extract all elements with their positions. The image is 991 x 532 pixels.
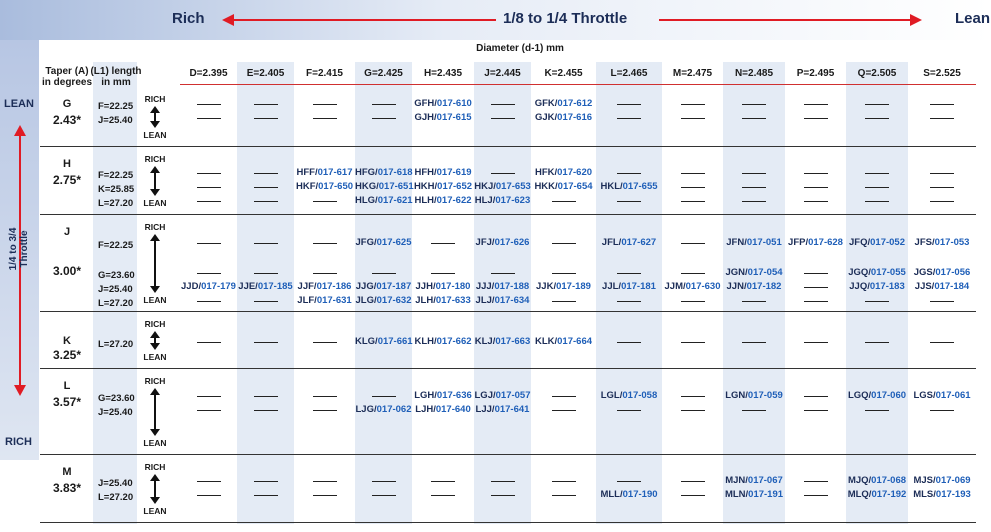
rich-label: RICH [144, 462, 166, 472]
column-header: E=2.405 [246, 68, 285, 79]
empty-cell-dash [313, 495, 337, 496]
taper-degree: 2.75* [52, 173, 82, 187]
empty-cell-dash [617, 342, 641, 343]
empty-cell-dash [865, 201, 889, 202]
up-arrow-icon [150, 331, 160, 338]
jet-needle-code[interactable]: MLL/017-190 [600, 489, 658, 500]
jet-needle-code[interactable]: HKK/017-654 [534, 181, 593, 192]
empty-cell-dash [313, 201, 337, 202]
jet-needle-code[interactable]: JFS/017-053 [914, 237, 970, 248]
empty-cell-dash [552, 396, 576, 397]
empty-cell-dash [681, 243, 705, 244]
jet-needle-code[interactable]: HFH/017-619 [414, 167, 472, 178]
jet-needle-code[interactable]: JJQ/017-183 [849, 281, 905, 292]
jet-needle-code[interactable]: JLF/017-631 [297, 295, 352, 306]
jet-needle-code[interactable]: LJG/017-062 [355, 404, 412, 415]
empty-cell-dash [254, 410, 278, 411]
rich-label: RICH [144, 319, 166, 329]
taper-letter: J [63, 226, 71, 238]
taper-degree: 3.83* [52, 481, 82, 495]
jet-needle-code[interactable]: LJH/017-640 [415, 404, 471, 415]
empty-cell-dash [313, 104, 337, 105]
length-value: G=23.60 [98, 393, 135, 404]
jet-needle-code[interactable]: JLG/017-632 [355, 295, 412, 306]
empty-cell-dash [313, 396, 337, 397]
rich-label: RICH [144, 94, 166, 104]
banner-arrow-line-left [232, 19, 496, 21]
rich-lean-arrow-line [154, 241, 156, 286]
empty-cell-dash [681, 301, 705, 302]
column-header: D=2.395 [189, 68, 228, 79]
down-arrow-icon [150, 429, 160, 436]
empty-cell-dash [197, 301, 221, 302]
length-value: J=25.40 [98, 115, 133, 126]
rich-label: RICH [144, 376, 166, 386]
jet-needle-code[interactable]: KLK/017-664 [534, 336, 593, 347]
empty-cell-dash [552, 481, 576, 482]
jet-needle-code[interactable]: JFG/017-625 [355, 237, 412, 248]
empty-cell-dash [804, 495, 828, 496]
taper-letter: M [62, 466, 72, 478]
jet-needle-code[interactable]: JJG/017-187 [355, 281, 412, 292]
empty-cell-dash [197, 481, 221, 482]
length-value: F=22.25 [98, 240, 134, 251]
empty-cell-dash [804, 396, 828, 397]
taper-letter: H [63, 158, 71, 170]
empty-cell-dash [804, 187, 828, 188]
rich-lean-arrow-line [154, 113, 156, 121]
empty-cell-dash [742, 342, 766, 343]
empty-cell-dash [552, 243, 576, 244]
jet-needle-code[interactable]: LGL/017-058 [600, 390, 658, 401]
column-header: N=2.485 [734, 68, 774, 79]
empty-cell-dash [372, 273, 396, 274]
lean-label: LEAN [143, 198, 167, 208]
length-value: L=27.20 [98, 198, 134, 209]
empty-cell-dash [372, 396, 396, 397]
jet-needle-code[interactable]: KLG/017-661 [355, 336, 413, 347]
empty-cell-dash [254, 396, 278, 397]
empty-cell-dash [313, 481, 337, 482]
jet-needle-code[interactable]: HKF/017-650 [295, 181, 354, 192]
empty-cell-dash [254, 495, 278, 496]
side-rich-label: RICH [5, 436, 32, 448]
banner-rich-label: Rich [172, 10, 205, 27]
length-value: F=22.25 [98, 101, 134, 112]
jet-needle-code[interactable]: HLJ/017-623 [474, 195, 531, 206]
empty-cell-dash [804, 173, 828, 174]
diameter-title: Diameter (d-1) mm [476, 43, 564, 54]
empty-cell-dash [254, 243, 278, 244]
empty-cell-dash [804, 118, 828, 119]
taper-header: Taper (A) in degrees [41, 66, 93, 88]
empty-cell-dash [431, 273, 455, 274]
column-header: Q=2.505 [857, 68, 897, 79]
taper-degree: 2.43* [52, 113, 82, 127]
jet-needle-code[interactable]: LGJ/017-057 [474, 390, 531, 401]
taper-degree: 3.57* [52, 395, 82, 409]
empty-cell-dash [617, 481, 641, 482]
empty-cell-dash [197, 243, 221, 244]
up-arrow-icon [150, 166, 160, 173]
down-arrow-icon [150, 343, 160, 350]
empty-cell-dash [681, 342, 705, 343]
empty-cell-dash [197, 201, 221, 202]
lean-label: LEAN [143, 352, 167, 362]
empty-cell-dash [491, 173, 515, 174]
empty-cell-dash [930, 118, 954, 119]
taper-degree: 3.25* [52, 348, 82, 362]
empty-cell-dash [865, 342, 889, 343]
empty-cell-dash [372, 104, 396, 105]
empty-cell-dash [681, 495, 705, 496]
jet-needle-code[interactable]: LGH/017-636 [414, 390, 472, 401]
empty-cell-dash [197, 273, 221, 274]
jet-needle-code[interactable]: MJS/017-069 [913, 475, 971, 486]
jet-needle-code[interactable]: LGQ/017-060 [847, 390, 907, 401]
empty-cell-dash [804, 410, 828, 411]
empty-cell-dash [865, 187, 889, 188]
row-divider [40, 454, 976, 455]
jet-needle-code[interactable]: LGN/017-059 [725, 390, 783, 401]
empty-cell-dash [254, 481, 278, 482]
row-divider [40, 214, 976, 215]
empty-cell-dash [254, 173, 278, 174]
empty-cell-dash [197, 104, 221, 105]
down-arrow-icon [150, 286, 160, 293]
empty-cell-dash [681, 187, 705, 188]
column-header: G=2.425 [364, 68, 403, 79]
empty-cell-dash [197, 118, 221, 119]
empty-cell-dash [804, 301, 828, 302]
empty-cell-dash [552, 495, 576, 496]
right-arrow-icon [910, 14, 922, 26]
empty-cell-dash [313, 118, 337, 119]
empty-cell-dash [865, 118, 889, 119]
up-arrow-icon [150, 234, 160, 241]
jet-needle-code[interactable]: MJN/017-067 [725, 475, 783, 486]
jet-needle-code[interactable]: HLH/017-622 [414, 195, 472, 206]
empty-cell-dash [372, 481, 396, 482]
jet-needle-code[interactable]: JGS/017-056 [913, 267, 971, 278]
jet-needle-code[interactable]: JJN/017-182 [726, 281, 782, 292]
column-header: J=2.445 [484, 68, 521, 79]
empty-cell-dash [681, 173, 705, 174]
empty-cell-dash [742, 187, 766, 188]
empty-cell-dash [313, 410, 337, 411]
jet-needle-code[interactable]: HFG/017-618 [355, 167, 413, 178]
jet-needle-code[interactable]: JLJ/017-634 [475, 295, 530, 306]
jet-needle-code[interactable]: JJM/017-630 [664, 281, 721, 292]
header-rule [180, 84, 976, 85]
length-header: (L1) length in mm [90, 66, 142, 88]
empty-cell-dash [372, 495, 396, 496]
empty-cell-dash [617, 273, 641, 274]
row-divider [40, 368, 976, 369]
length-value: J=25.40 [98, 407, 133, 418]
empty-cell-dash [930, 410, 954, 411]
length-value: K=25.85 [98, 184, 135, 195]
empty-cell-dash [491, 495, 515, 496]
jet-needle-code[interactable]: LGS/017-061 [913, 390, 971, 401]
banner-title: 1/8 to 1/4 Throttle [503, 10, 628, 27]
empty-cell-dash [681, 273, 705, 274]
jet-needle-code[interactable]: KLH/017-662 [414, 336, 472, 347]
empty-cell-dash [254, 187, 278, 188]
column-header: L=2.465 [610, 68, 648, 79]
empty-cell-dash [930, 187, 954, 188]
empty-cell-dash [491, 104, 515, 105]
up-arrow-icon [150, 474, 160, 481]
empty-cell-dash [617, 118, 641, 119]
jet-needle-code[interactable]: HFK/017-620 [534, 167, 593, 178]
empty-cell-dash [681, 410, 705, 411]
jet-needle-code[interactable]: JFN/017-051 [726, 237, 782, 248]
empty-cell-dash [681, 118, 705, 119]
row-divider [40, 311, 976, 312]
throttle-banner [0, 0, 991, 40]
jet-needle-code[interactable]: JFJ/017-626 [475, 237, 530, 248]
jet-needle-code[interactable]: HFF/017-617 [296, 167, 353, 178]
empty-cell-dash [197, 495, 221, 496]
empty-cell-dash [491, 118, 515, 119]
length-value: G=23.60 [98, 270, 135, 281]
jet-needle-code[interactable]: MLN/017-191 [724, 489, 784, 500]
down-arrow-icon [14, 385, 26, 396]
empty-cell-dash [930, 173, 954, 174]
empty-cell-dash [313, 273, 337, 274]
taper-letter: G [62, 98, 72, 110]
jet-needle-code[interactable]: JGQ/017-055 [848, 267, 906, 278]
jet-needle-code[interactable]: JJH/017-180 [415, 281, 471, 292]
empty-cell-dash [681, 481, 705, 482]
empty-cell-dash [865, 410, 889, 411]
empty-cell-dash [930, 301, 954, 302]
length-value: J=25.40 [98, 284, 133, 295]
empty-cell-dash [617, 301, 641, 302]
empty-cell-dash [254, 118, 278, 119]
empty-cell-dash [930, 104, 954, 105]
empty-cell-dash [372, 118, 396, 119]
empty-cell-dash [865, 104, 889, 105]
empty-cell-dash [681, 396, 705, 397]
side-lean-label: LEAN [4, 98, 34, 110]
rich-label: RICH [144, 154, 166, 164]
length-value: J=25.40 [98, 478, 133, 489]
rich-label: RICH [144, 222, 166, 232]
column-header: F=2.415 [306, 68, 343, 79]
empty-cell-dash [804, 201, 828, 202]
lean-label: LEAN [143, 438, 167, 448]
empty-cell-dash [804, 287, 828, 288]
jet-needle-code[interactable]: MLQ/017-192 [847, 489, 907, 500]
length-value: L=27.20 [98, 492, 134, 503]
empty-cell-dash [742, 410, 766, 411]
empty-cell-dash [197, 342, 221, 343]
down-arrow-icon [150, 189, 160, 196]
down-arrow-icon [150, 121, 160, 128]
jet-needle-code[interactable]: HKG/017-651 [355, 181, 414, 192]
empty-cell-dash [681, 201, 705, 202]
jet-needle-code[interactable]: MJQ/017-068 [847, 475, 907, 486]
jet-needle-code[interactable]: HKL/017-655 [600, 181, 658, 192]
empty-cell-dash [930, 342, 954, 343]
empty-cell-dash [491, 481, 515, 482]
empty-cell-dash [681, 104, 705, 105]
jet-needle-code[interactable]: GJH/017-615 [414, 112, 472, 123]
empty-cell-dash [804, 104, 828, 105]
empty-cell-dash [617, 104, 641, 105]
down-arrow-icon [150, 497, 160, 504]
banner-lean-label: Lean [955, 10, 991, 27]
lean-label: LEAN [143, 295, 167, 305]
jet-needle-code[interactable]: JFL/017-627 [601, 237, 657, 248]
empty-cell-dash [865, 301, 889, 302]
empty-cell-dash [552, 301, 576, 302]
empty-cell-dash [254, 104, 278, 105]
empty-cell-dash [742, 201, 766, 202]
empty-cell-dash [313, 342, 337, 343]
rich-lean-arrow-line [154, 395, 156, 429]
jet-needle-code[interactable]: HKH/017-652 [413, 181, 473, 192]
empty-cell-dash [552, 410, 576, 411]
jet-needle-code[interactable]: JJF/017-186 [297, 281, 352, 292]
empty-cell-dash [742, 173, 766, 174]
empty-cell-dash [491, 273, 515, 274]
empty-cell-dash [197, 396, 221, 397]
empty-cell-dash [552, 273, 576, 274]
empty-cell-dash [930, 201, 954, 202]
empty-cell-dash [197, 187, 221, 188]
taper-letter: K [63, 335, 71, 347]
empty-cell-dash [254, 201, 278, 202]
jet-needle-code[interactable]: GFH/017-610 [414, 98, 472, 109]
empty-cell-dash [431, 243, 455, 244]
empty-cell-dash [804, 481, 828, 482]
column-header: S=2.525 [923, 68, 961, 79]
empty-cell-dash [254, 301, 278, 302]
lean-label: LEAN [143, 130, 167, 140]
banner-arrow-line-right [659, 19, 916, 21]
empty-cell-dash [431, 481, 455, 482]
empty-cell-dash [197, 410, 221, 411]
jet-needle-code[interactable]: JJL/017-181 [602, 281, 656, 292]
empty-cell-dash [742, 104, 766, 105]
side-throttle-label: 1/4 to 3/4 Throttle [8, 227, 30, 271]
taper-degree: 3.00* [52, 264, 82, 278]
empty-cell-dash [742, 301, 766, 302]
empty-cell-dash [552, 201, 576, 202]
empty-cell-dash [742, 118, 766, 119]
jet-needle-code[interactable]: JFP/017-628 [788, 237, 843, 248]
column-header: H=2.435 [423, 68, 463, 79]
empty-cell-dash [254, 342, 278, 343]
empty-cell-dash [865, 173, 889, 174]
jet-needle-code[interactable]: JGN/017-054 [725, 267, 783, 278]
length-value: L=27.20 [98, 339, 134, 350]
column-header: K=2.455 [544, 68, 583, 79]
length-value: F=22.25 [98, 170, 134, 181]
row-divider [40, 146, 976, 147]
jet-needle-code[interactable]: KLJ/017-663 [474, 336, 531, 347]
row-divider [40, 522, 976, 523]
jet-needle-code[interactable]: JLH/017-633 [415, 295, 471, 306]
jet-needle-code[interactable]: MLS/017-193 [913, 489, 971, 500]
empty-cell-dash [804, 273, 828, 274]
empty-cell-dash [431, 495, 455, 496]
length-value: L=27.20 [98, 298, 134, 309]
jet-needle-code[interactable]: JFQ/017-052 [849, 237, 905, 248]
jet-needle-code[interactable]: JJJ/017-188 [475, 281, 530, 292]
empty-cell-dash [254, 273, 278, 274]
column-header: P=2.495 [796, 68, 835, 79]
up-arrow-icon [150, 388, 160, 395]
jet-needle-code[interactable]: LJJ/017-641 [475, 404, 530, 415]
empty-cell-dash [617, 173, 641, 174]
jet-needle-code[interactable]: GJK/017-616 [534, 112, 593, 123]
empty-cell-dash [617, 201, 641, 202]
empty-cell-dash [804, 342, 828, 343]
jet-needle-code[interactable]: HKJ/017-653 [474, 181, 531, 192]
jet-needle-code[interactable]: HLG/017-621 [355, 195, 413, 206]
jet-needle-code[interactable]: JJE/017-185 [238, 281, 293, 292]
jet-needle-code[interactable]: JJK/017-189 [536, 281, 591, 292]
column-header: M=2.475 [672, 68, 713, 79]
jet-needle-code[interactable]: JJS/017-184 [914, 281, 970, 292]
jet-needle-code[interactable]: JJD/017-179 [181, 281, 236, 292]
up-arrow-icon [150, 106, 160, 113]
empty-cell-dash [617, 410, 641, 411]
taper-letter: L [63, 380, 71, 392]
empty-cell-dash [197, 173, 221, 174]
rich-lean-arrow-line [154, 173, 156, 189]
rich-lean-arrow-line [154, 481, 156, 497]
jet-needle-code[interactable]: GFK/017-612 [534, 98, 593, 109]
empty-cell-dash [313, 243, 337, 244]
lean-label: LEAN [143, 506, 167, 516]
